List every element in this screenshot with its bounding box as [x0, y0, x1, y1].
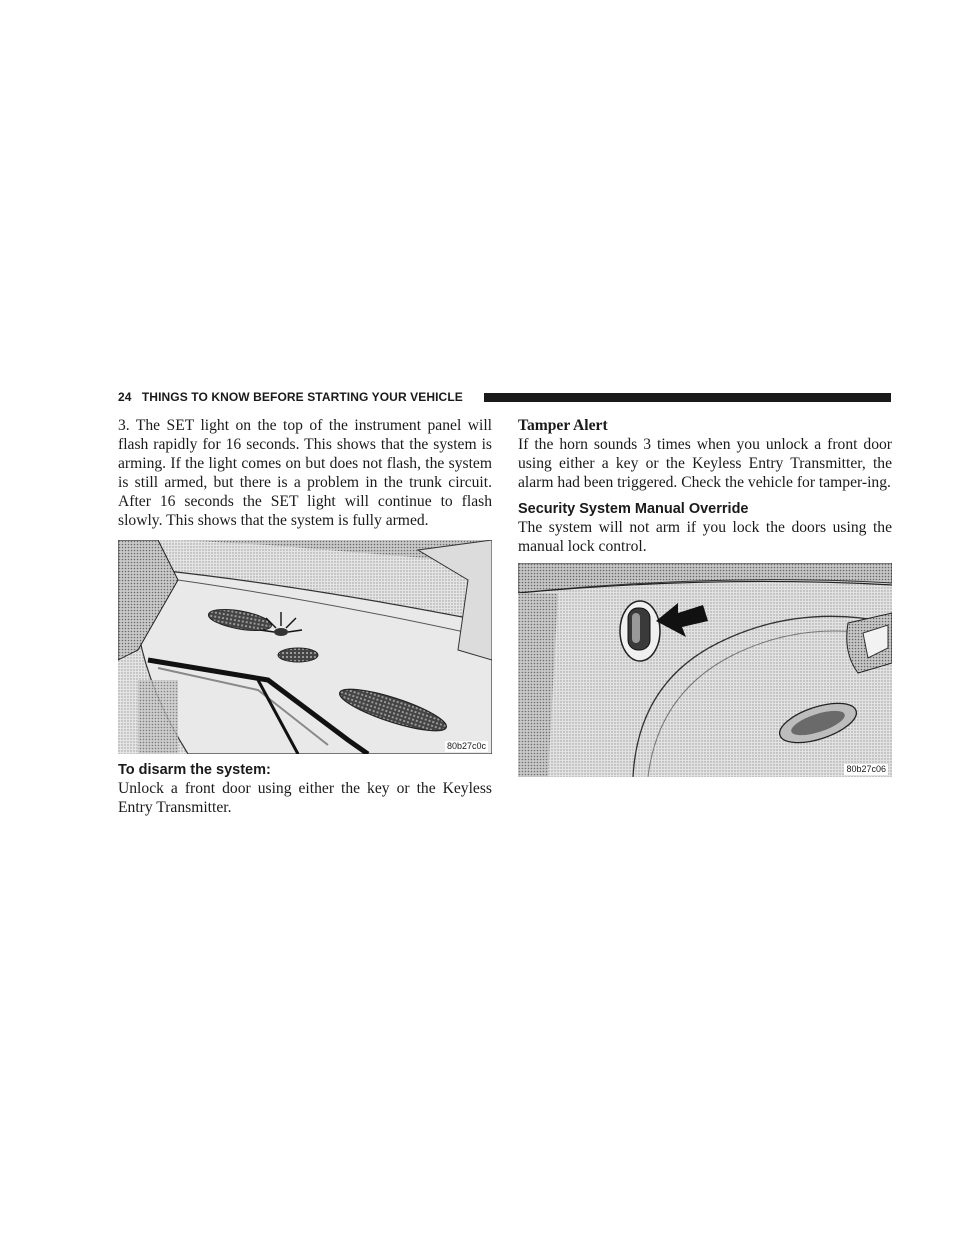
door-lock-figure: [518, 563, 892, 777]
door-lock-illustration: [518, 563, 892, 777]
tamper-heading: Tamper Alert: [518, 417, 608, 434]
page-header: [118, 390, 891, 404]
page-number: 24: [118, 390, 132, 404]
figure-1-code: 80b27c0c: [446, 741, 486, 751]
disarm-paragraph: Unlock a front door using either the key or the Keyless Entry Transmitter.: [118, 780, 492, 816]
figure-2-code: 80b27c06: [846, 764, 886, 774]
instrument-panel-figure: [118, 540, 492, 754]
step-3-paragraph: 3. The SET light on the top of the instrument panel will flash rapidly for 16 seconds. This shows that the system is arming. If the light comes on but does not flash, the system is still armed, but there is a problem in the trunk circuit. After 16 seconds the SET light will continue to flash slowly. This shows that the system is fully armed.: [118, 417, 492, 529]
header-rule: [484, 393, 891, 402]
header-text: [118, 390, 463, 404]
disarm-heading: To disarm the system:: [118, 762, 271, 778]
tamper-paragraph: If the horn sounds 3 times when you unlock a front door using either a key or the Keyless Entry Transmitter, the alarm had been triggered. Check the vehicle for tamper-ing.: [518, 436, 892, 491]
left-column: [118, 416, 492, 817]
right-column: [518, 416, 892, 777]
override-heading: Security System Manual Override: [518, 501, 749, 517]
section-title: THINGS TO KNOW BEFORE STARTING YOUR VEHICLE: [141, 390, 463, 404]
override-paragraph: The system will not arm if you lock the doors using the manual lock control.: [518, 519, 892, 555]
instrument-panel-illustration: [118, 540, 492, 754]
